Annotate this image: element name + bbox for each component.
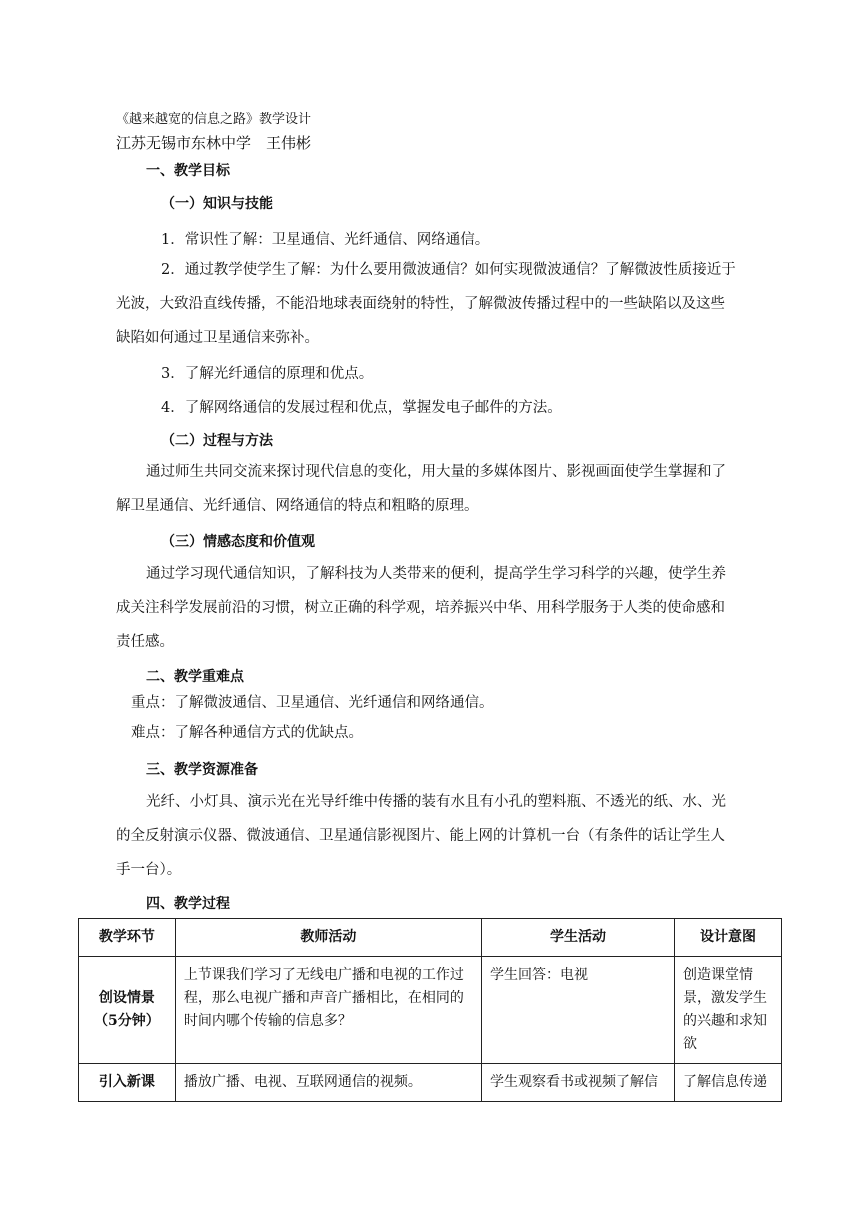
list-item: 2．通过教学使学生了解：为什么要用微波通信？如何实现微波通信？了解微波性质接近于光波，大致沿直线传播，不能沿地球表面绕射的特性，了解微波传播过程中的一些缺陷以及这些缺陷如何通过卫星通信来弥补。 [116, 262, 736, 346]
lesson-table [78, 918, 782, 1102]
heading-objectives: 一、教学目标 [146, 163, 230, 179]
list-item: 1．常识性了解：卫星通信、光纤通信、网络通信。 [161, 232, 490, 248]
stage-time: （5分钟） [94, 1013, 160, 1029]
stage-cell [79, 957, 176, 1064]
author-line: 江苏无锡市东林中学 王伟彬 [116, 134, 312, 152]
stage-cell [79, 1064, 176, 1102]
paragraph-process-methods: 通过师生共同交流来探讨现代信息的变化，用大量的多媒体图片、影视画面使学生掌握和了解卫星通信、光纤通信、网络通信的特点和粗略的原理。 [116, 464, 726, 514]
column-header-teacher: 教师活动 [175, 919, 481, 957]
heading-key-difficult: 二、教学重难点 [146, 669, 244, 685]
table-row [79, 1064, 782, 1102]
list-item: 3．了解光纤通信的原理和优点。 [161, 366, 374, 382]
student-activity-cell: 学生观察看书或视频了解信 [482, 1064, 675, 1102]
key-point: 重点：了解微波通信、卫星通信、光纤通信和网络通信。 [131, 695, 494, 711]
list-item: 4．了解网络通信的发展过程和优点，掌握发电子邮件的方法。 [161, 400, 562, 416]
stage-label: 引入新课 [98, 1074, 155, 1090]
table-row [79, 957, 782, 1064]
student-activity-cell: 学生回答：电视 [482, 957, 675, 1064]
stage-label: 创设情景 [98, 990, 155, 1006]
heading-process-methods: （二）过程与方法 [161, 433, 273, 449]
design-intent-cell: 了解信息传递 [674, 1064, 781, 1102]
heading-attitudes-values: （三）情感态度和价值观 [161, 534, 315, 550]
table-header-row [79, 919, 782, 957]
paragraph-attitudes-values: 通过学习现代通信知识，了解科技为人类带来的便利，提高学生学习科学的兴趣，使学生养成关注科学发展前沿的习惯，树立正确的科学观，培养振兴中华、用科学服务于人类的使命感和责任感。 [116, 566, 726, 650]
column-header-stage: 教学环节 [79, 919, 176, 957]
difficult-point: 难点：了解各种通信方式的优缺点。 [131, 725, 363, 741]
teacher-activity-cell: 上节课我们学习了无线电广播和电视的工作过程，那么电视广播和声音广播相比，在相同的时间内哪个传输的信息多？ [175, 957, 481, 1064]
teacher-activity-cell: 播放广播、电视、互联网通信的视频。 [175, 1064, 481, 1102]
heading-knowledge-skills: （一）知识与技能 [161, 196, 273, 212]
document-title: 《越来越宽的信息之路》教学设计 [116, 112, 312, 127]
heading-resources: 三、教学资源准备 [146, 762, 258, 778]
design-intent-cell: 创造课堂情景，激发学生的兴趣和求知欲 [674, 957, 781, 1064]
heading-teaching-process: 四、教学过程 [146, 896, 230, 912]
column-header-intent: 设计意图 [674, 919, 781, 957]
column-header-student: 学生活动 [482, 919, 675, 957]
paragraph-resources: 光纤、小灯具、演示光在光导纤维中传播的装有水且有小孔的塑料瓶、不透光的纸、水、光的全反射演示仪器、微波通信、卫星通信影视图片、能上网的计算机一台（有条件的话让学生人手一台）。 [116, 794, 726, 878]
